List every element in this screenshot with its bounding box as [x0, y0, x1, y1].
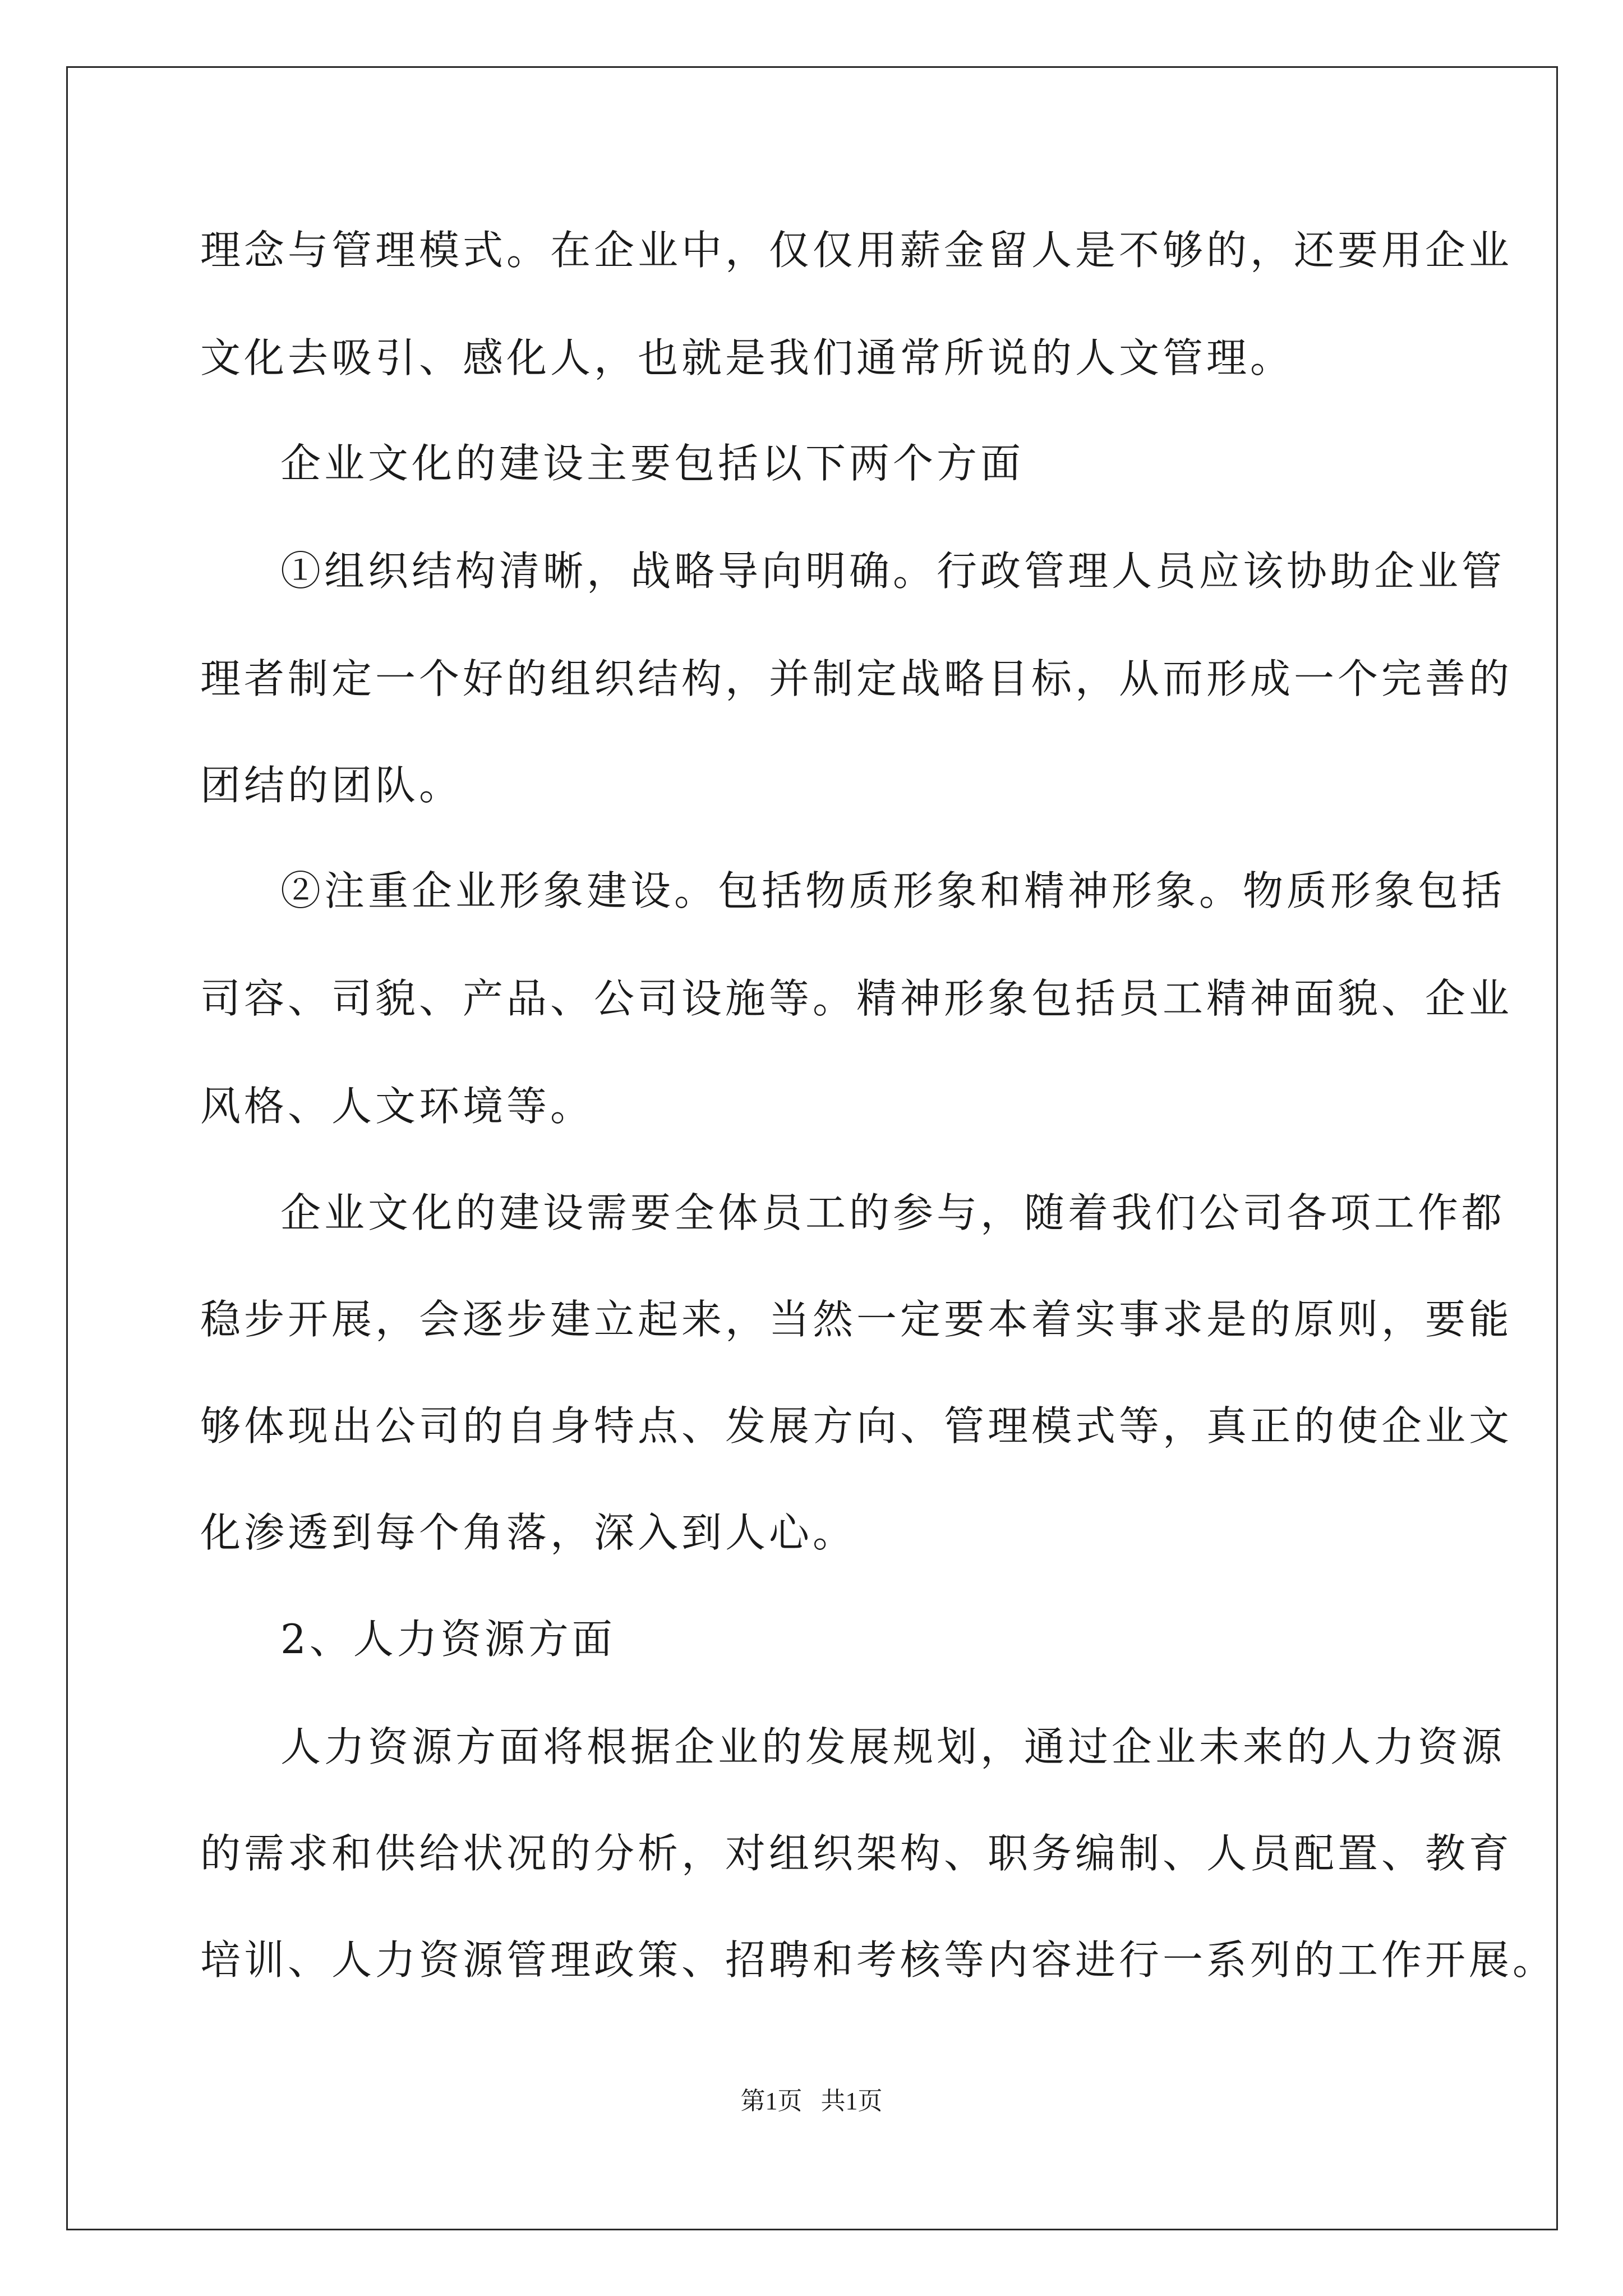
body-text-line: 培训、人力资源管理政策、招聘和考核等内容进行一系列的工作开展。 — [200, 1936, 1557, 1984]
list-item-2: ②注重企业形象建设。包括物质形象和精神形象。物质形象包括 — [280, 867, 1506, 914]
page-number-footer: 第1页 共1页 — [740, 2087, 883, 2115]
body-text-line: 化渗透到每个角落，深入到人心。 — [200, 1509, 857, 1556]
paragraph-start: 人力资源方面将根据企业的发展规划，通过企业未来的人力资源 — [280, 1723, 1506, 1770]
body-text-line: 团结的团队。 — [200, 762, 463, 809]
paragraph-start: 企业文化的建设需要全体员工的参与，随着我们公司各项工作都 — [280, 1189, 1506, 1236]
section-heading: 2、人力资源方面 — [280, 1616, 616, 1663]
body-text-line: 理者制定一个好的组织结构，并制定战略目标，从而形成一个完善的 — [200, 655, 1513, 702]
section-heading: 企业文化的建设主要包括以下两个方面 — [280, 440, 1025, 487]
body-text-line: 够体现出公司的自身特点、发展方向、管理模式等，真正的使企业文 — [200, 1402, 1513, 1450]
body-text-line: 理念与管理模式。在企业中，仅仅用薪金留人是不够的，还要用企业 — [200, 227, 1513, 274]
body-text-line: 稳步开展，会逐步建立起来，当然一定要本着实事求是的原则，要能 — [200, 1296, 1513, 1343]
list-item-1: ①组织结构清晰，战略导向明确。行政管理人员应该协助企业管 — [280, 547, 1506, 595]
body-text-line: 风格、人文环境等。 — [200, 1083, 594, 1130]
body-text-line: 司容、司貌、产品、公司设施等。精神形象包括员工精神面貌、企业 — [200, 975, 1513, 1022]
body-text-line: 文化去吸引、感化人，也就是我们通常所说的人文管理。 — [200, 334, 1294, 381]
body-text-line: 的需求和供给状况的分析，对组织架构、职务编制、人员配置、教育 — [200, 1830, 1513, 1877]
page-border — [66, 66, 1558, 2230]
